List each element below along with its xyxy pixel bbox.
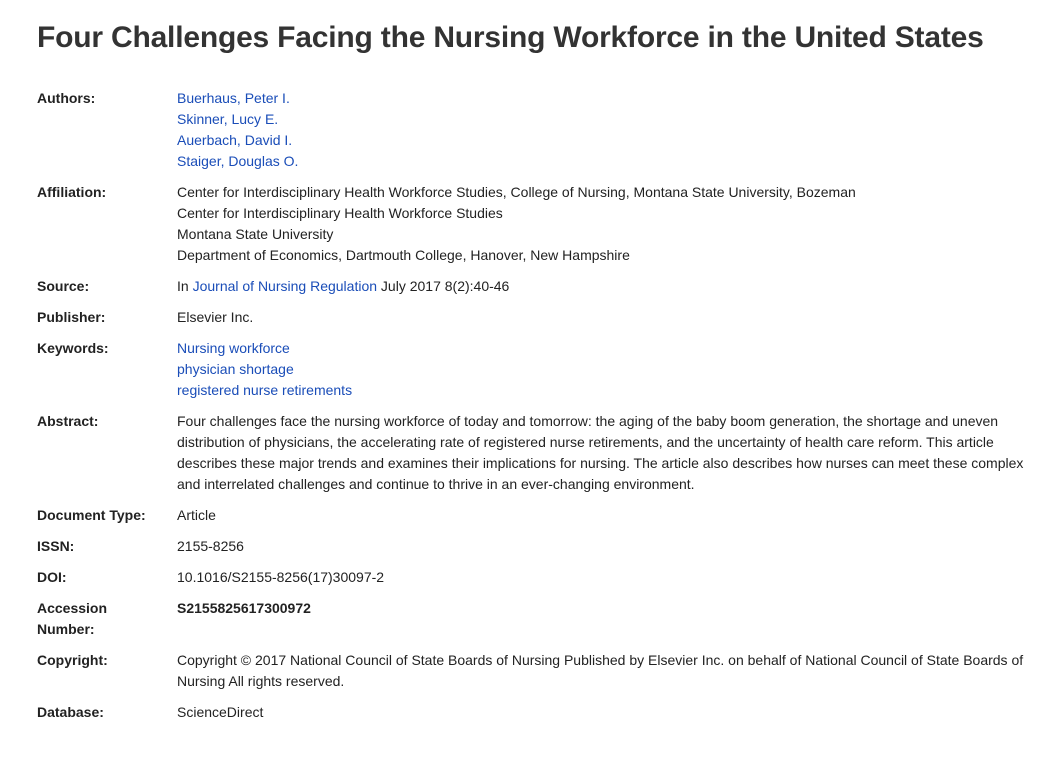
copyright-text: Copyright © 2017 National Council of State Boards of Nursing Published by Elsevier Inc. on behalf of National Council of State Boards of Nursing All rights reserved.: [177, 652, 1024, 689]
abstract-text: Four challenges face the nursing workforce of today and tomorrow: the aging of the baby boom generation, the shortage and uneven distribution of physicians, the accelerating rate of registered nurse retirements, and the uncertainty of health care reform. This article describes these major trends and examines their implications for nursing. The article also describes how nurses can meet these complex and interrelated challenges and continue to thrive in an ever-changing environment.: [177, 413, 1024, 492]
publisher-label: Publisher:: [37, 309, 106, 325]
affiliation-list: [177, 182, 1037, 266]
affiliation-line: Center for Interdisciplinary Health Workforce Studies, College of Nursing, Montana State University, Bozeman: [177, 184, 856, 200]
document-type-value: Article: [177, 507, 216, 523]
accession-number-value: S2155825617300972: [177, 600, 311, 616]
database-value: ScienceDirect: [177, 704, 264, 720]
copyright-row: [37, 650, 1037, 692]
accession-number-row: [37, 598, 1037, 640]
page-title: Four Challenges Facing the Nursing Workforce in the United States: [37, 21, 984, 54]
source-label: Source:: [37, 278, 90, 294]
author-link[interactable]: Staiger, Douglas O.: [177, 153, 299, 169]
accession-number-label: Accession Number:: [37, 600, 108, 637]
publisher-value: Elsevier Inc.: [177, 309, 254, 325]
abstract-row: [37, 411, 1037, 495]
copyright-label: Copyright:: [37, 652, 108, 668]
document-type-row: [37, 505, 1037, 526]
authors-row: [37, 88, 1037, 172]
authors-list: [177, 88, 1037, 172]
doi-label: DOI:: [37, 569, 67, 585]
issn-label: ISSN:: [37, 538, 75, 554]
affiliation-line: Department of Economics, Dartmouth College, Hanover, New Hampshire: [177, 247, 630, 263]
keyword-link[interactable]: physician shortage: [177, 361, 294, 377]
authors-label: Authors:: [37, 90, 96, 106]
record-details: [37, 88, 1037, 733]
author-link[interactable]: Skinner, Lucy E.: [177, 111, 279, 127]
author-link[interactable]: Buerhaus, Peter I.: [177, 90, 290, 106]
keywords-label: Keywords:: [37, 340, 109, 356]
keywords-list: [177, 338, 1037, 401]
keyword-link[interactable]: Nursing workforce: [177, 340, 290, 356]
author-link[interactable]: Auerbach, David I.: [177, 132, 293, 148]
affiliation-line: Montana State University: [177, 226, 334, 242]
journal-link[interactable]: Journal of Nursing Regulation: [192, 278, 378, 294]
abstract-label: Abstract:: [37, 413, 99, 429]
database-label: Database:: [37, 704, 104, 720]
source-value: [177, 276, 1037, 297]
doi-value: 10.1016/S2155-8256(17)30097-2: [177, 569, 385, 585]
issn-value: 2155-8256: [177, 538, 244, 554]
keyword-link[interactable]: registered nurse retirements: [177, 382, 353, 398]
affiliation-line: Center for Interdisciplinary Health Workforce Studies: [177, 205, 503, 221]
source-row: [37, 276, 1037, 297]
source-details: July 2017 8(2):40-46: [380, 278, 510, 294]
publisher-row: [37, 307, 1037, 328]
keywords-row: [37, 338, 1037, 401]
affiliation-label: Affiliation:: [37, 184, 107, 200]
database-row: [37, 702, 1037, 723]
doi-row: [37, 567, 1037, 588]
source-prefix: In: [177, 278, 189, 294]
issn-row: [37, 536, 1037, 557]
document-type-label: Document Type:: [37, 507, 146, 523]
affiliation-row: [37, 182, 1037, 266]
